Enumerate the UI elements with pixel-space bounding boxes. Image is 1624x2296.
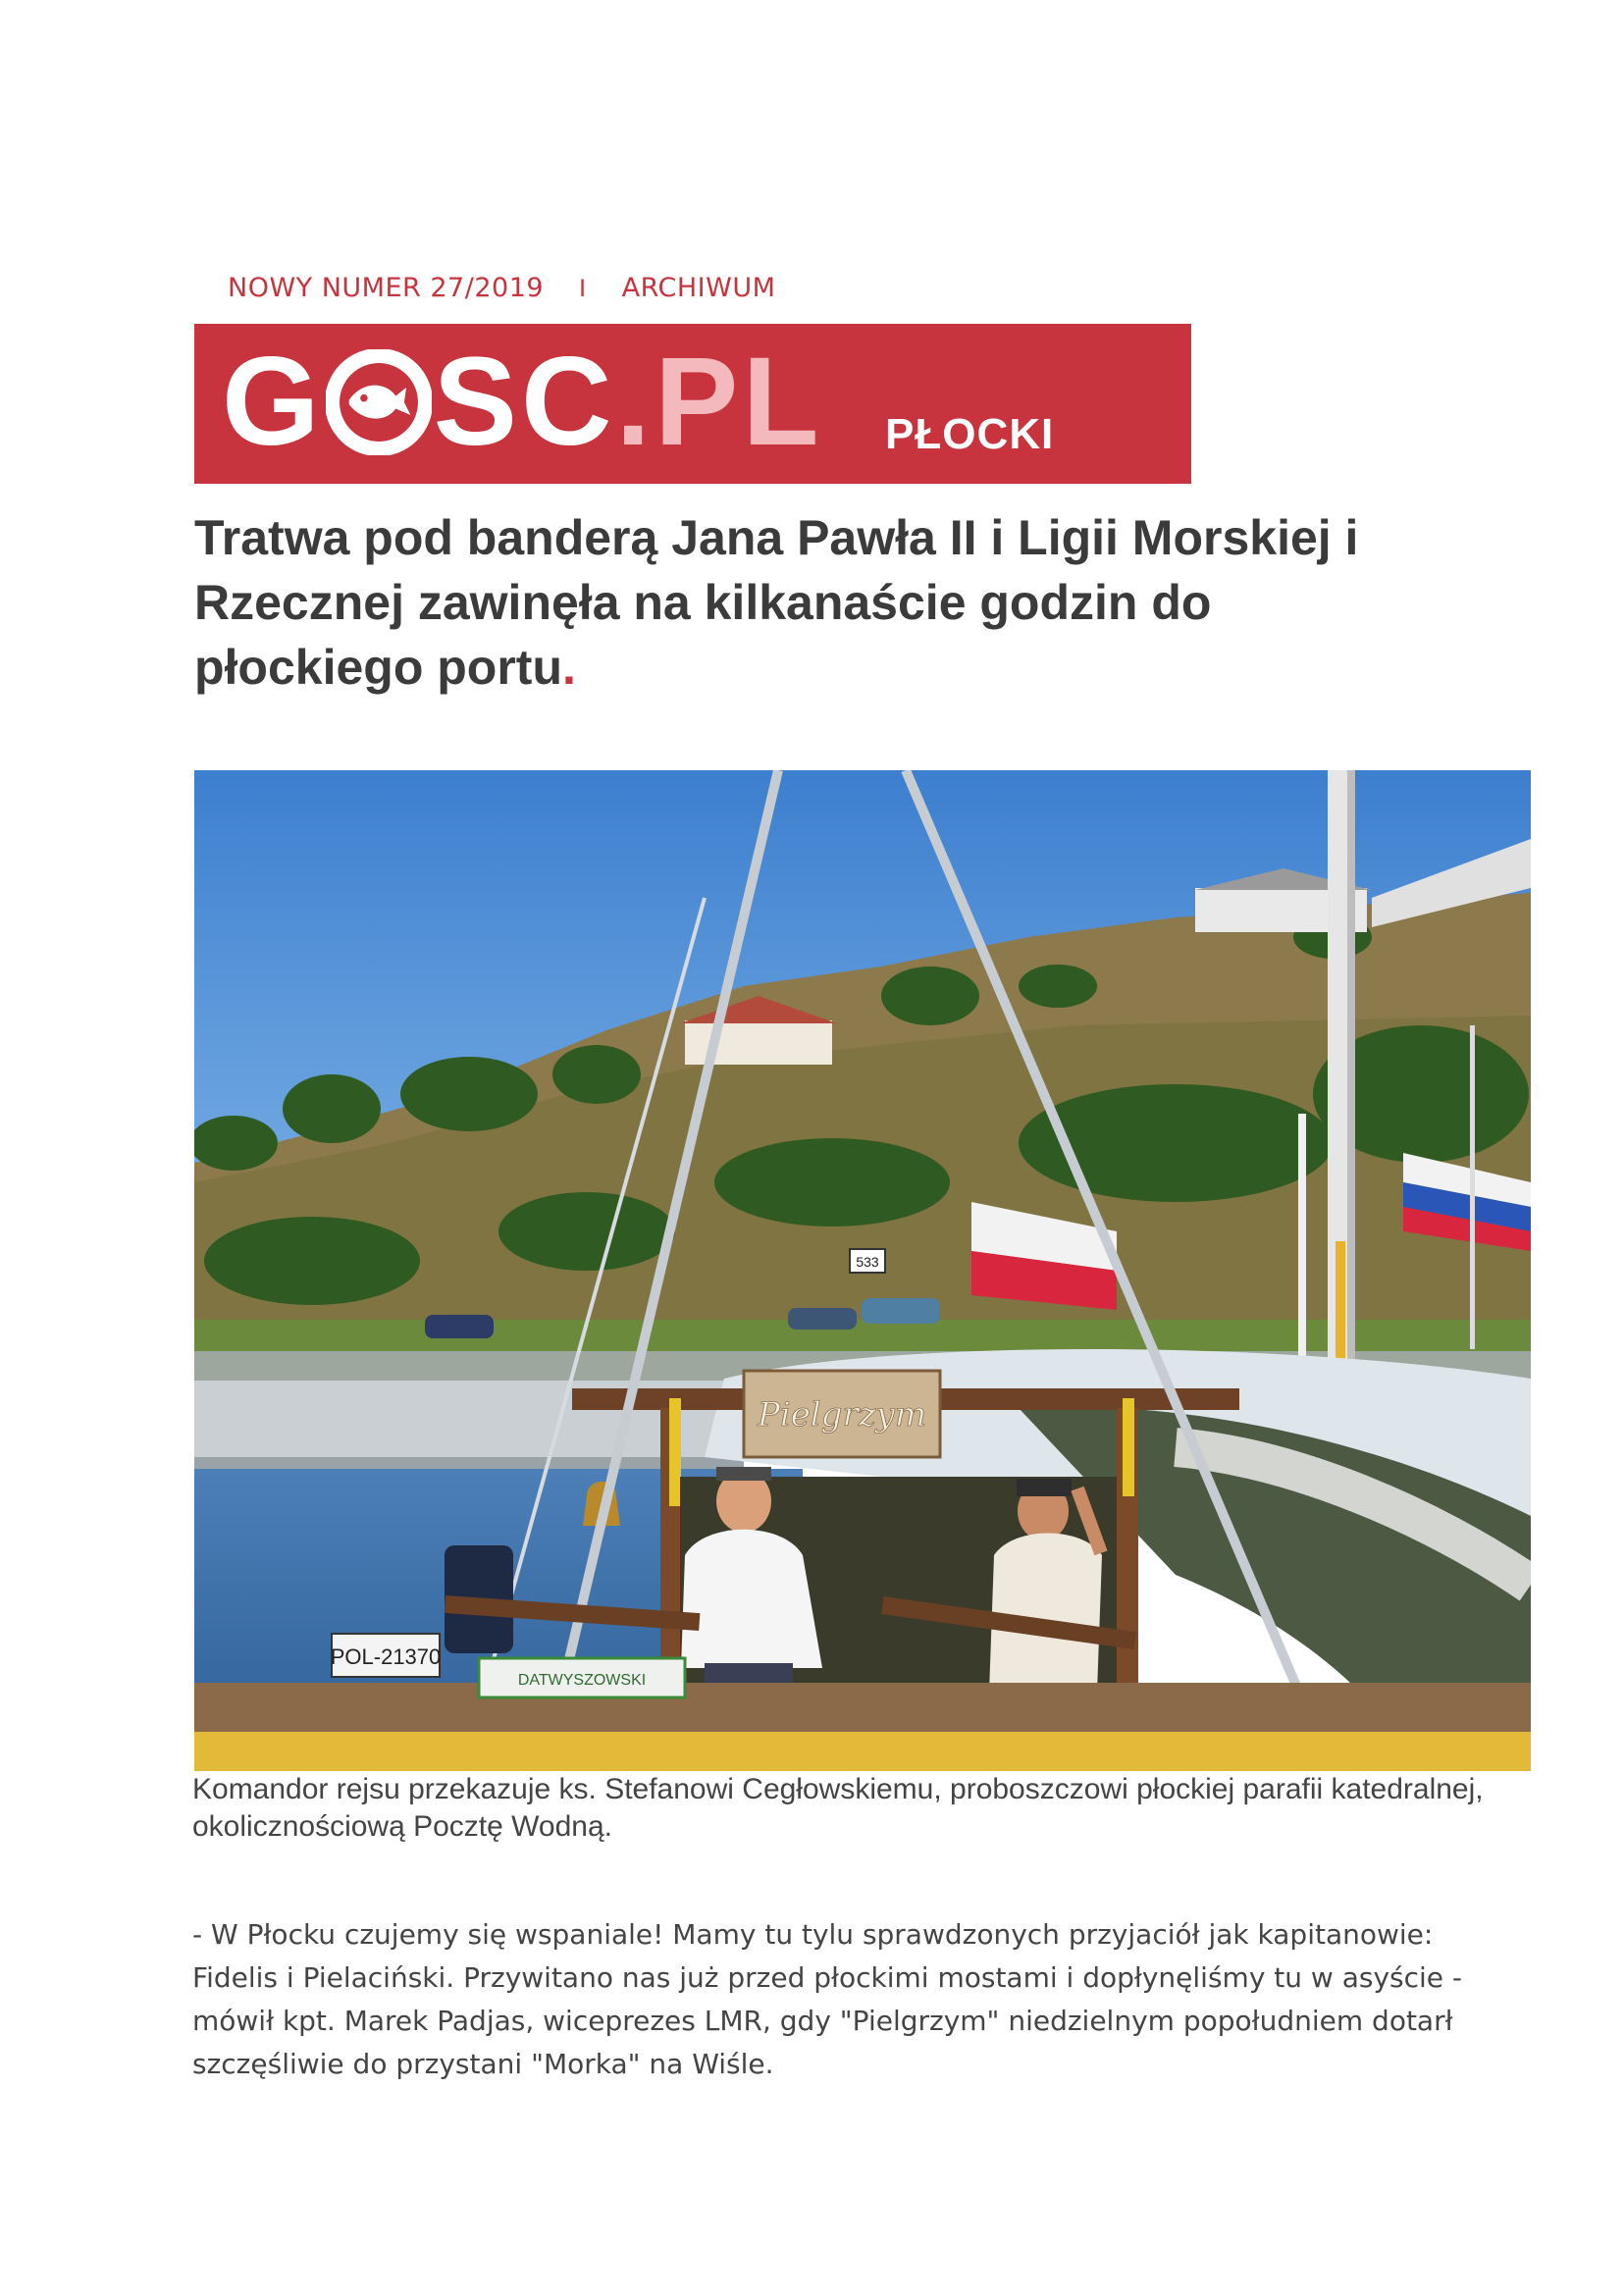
boat-name-text: Pielgrzym <box>757 1395 927 1435</box>
headline-text: Tratwa pod banderą Jana Pawła II i Ligii Morskiej i Rzecznej zawinęła na kilkanaście godzin do płockiego portu <box>194 510 1359 695</box>
archive-link[interactable]: ARCHIWUM <box>621 273 776 303</box>
fish-circle-icon <box>326 349 432 455</box>
region-edition-label[interactable]: PŁOCKI <box>885 410 1055 458</box>
headline-end-dot: . <box>562 640 576 695</box>
article-photo <box>194 770 1531 1771</box>
new-issue-link[interactable]: NOWY NUMER 27/2019 <box>228 273 545 303</box>
registration-text: POL-21370 <box>330 1644 442 1669</box>
top-navigation <box>228 273 775 303</box>
logo-tld: PL <box>654 332 823 472</box>
logo-dot: . <box>615 332 655 472</box>
site-logo[interactable] <box>222 334 823 471</box>
raft-harbor-photo <box>194 770 1531 1771</box>
nav-separator: I <box>579 274 587 302</box>
photo-caption: Komandor rejsu przekazuje ks. Stefanowi Cegłowskiemu, proboszczowi płockiej parafii katedralnej, okolicznościową Pocztę Wodną. <box>192 1773 1484 1843</box>
logo-letter-g: G <box>222 332 324 472</box>
hull-text: DATWYSZOWSKI <box>517 1672 647 1689</box>
logo-letters-sc: SC <box>433 332 616 472</box>
article-headline <box>194 505 1431 700</box>
post-sign-text: 533 <box>856 1254 879 1270</box>
article-body-paragraph: - W Płocku czujemy się wspaniale! Mamy tu tylu sprawdzonych przyjaciół jak kapitanowie: Fidelis i Pielaciński. Przywitano nas już przed płockimi mostami i dopłynęliśmy tu w asyście - mówił kpt. Marek Padjas, wiceprezes LMR, gdy "Pielgrzym" niedzielnym popołudniem dotarł szczęśliwie do przystani "Morka" na Wiśle. <box>192 1918 1463 2080</box>
masthead-banner <box>194 324 1191 484</box>
